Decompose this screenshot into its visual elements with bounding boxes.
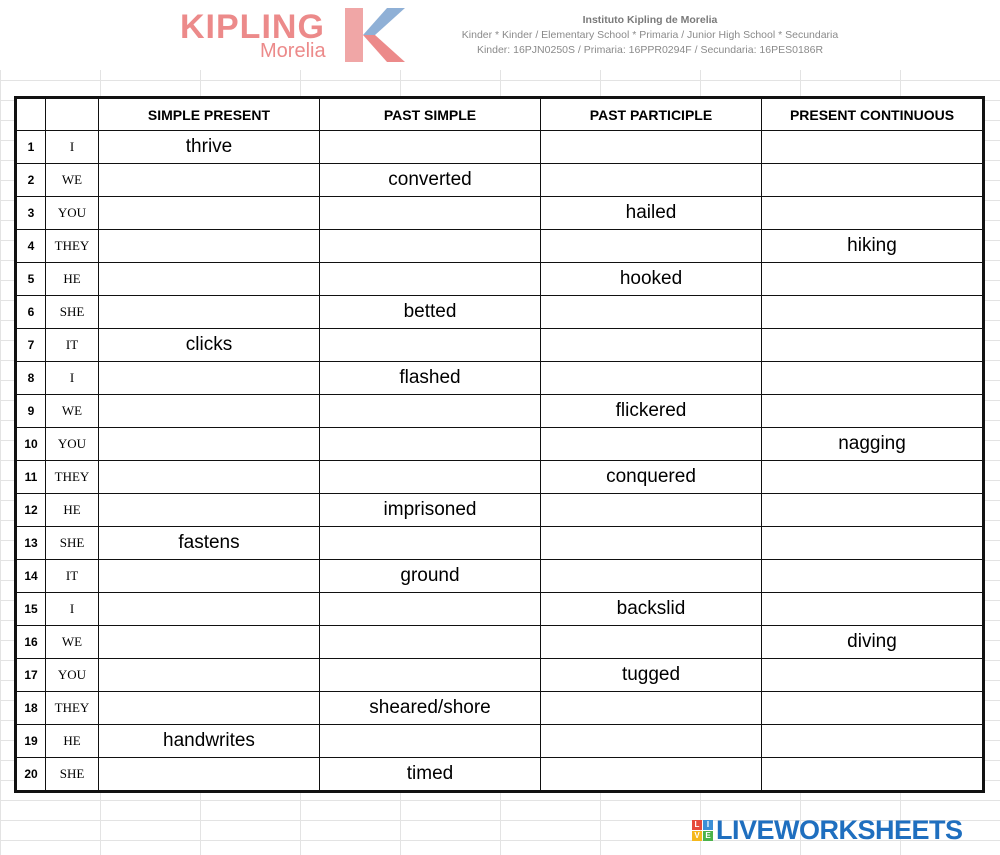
pronoun-cell: YOU	[46, 659, 99, 692]
pronoun-cell: WE	[46, 164, 99, 197]
institute-name: Instituto Kipling de Morelia	[582, 14, 718, 26]
row-number: 20	[16, 758, 46, 792]
past-participle-cell: flickered	[541, 395, 762, 428]
simple-present-cell: fastens	[99, 527, 320, 560]
simple-present-cell	[99, 494, 320, 527]
row-number: 13	[16, 527, 46, 560]
simple-present-cell	[99, 560, 320, 593]
past-simple-cell: sheared/shore	[320, 692, 541, 725]
past-simple-cell	[320, 461, 541, 494]
table-row	[16, 329, 984, 362]
past-participle-cell: conquered	[541, 461, 762, 494]
past-participle-cell	[541, 362, 762, 395]
table-header-row	[16, 98, 984, 131]
past-simple-cell	[320, 725, 541, 758]
present-continuous-cell	[762, 527, 984, 560]
icon-letter: L	[692, 820, 702, 830]
row-number: 5	[16, 263, 46, 296]
header-pronoun	[46, 98, 99, 131]
school-codes: Kinder: 16PJN0250S / Primaria: 16PPR0294F / Secundaria: 16PES0186R	[476, 44, 824, 56]
header-past-participle: PAST PARTICIPLE	[541, 98, 762, 131]
row-number: 11	[16, 461, 46, 494]
row-number: 14	[16, 560, 46, 593]
past-simple-cell	[320, 659, 541, 692]
past-participle-cell: hailed	[541, 197, 762, 230]
present-continuous-cell	[762, 329, 984, 362]
past-simple-cell	[320, 428, 541, 461]
pronoun-cell: I	[46, 131, 99, 164]
past-participle-cell: backslid	[541, 593, 762, 626]
past-simple-cell	[320, 197, 541, 230]
simple-present-cell: thrive	[99, 131, 320, 164]
past-participle-cell: hooked	[541, 263, 762, 296]
past-participle-cell	[541, 626, 762, 659]
row-number: 12	[16, 494, 46, 527]
verb-tense-table	[14, 96, 985, 793]
past-participle-cell	[541, 329, 762, 362]
past-participle-cell	[541, 494, 762, 527]
past-simple-cell	[320, 263, 541, 296]
liveworksheets-brand	[692, 814, 963, 846]
pronoun-cell: HE	[46, 263, 99, 296]
present-continuous-cell	[762, 593, 984, 626]
simple-present-cell	[99, 659, 320, 692]
past-participle-cell	[541, 560, 762, 593]
simple-present-cell	[99, 296, 320, 329]
table-row	[16, 692, 984, 725]
table-row	[16, 527, 984, 560]
liveworksheets-icon	[692, 820, 713, 841]
logo-word: KIPLING	[180, 8, 325, 46]
row-number: 9	[16, 395, 46, 428]
row-number: 10	[16, 428, 46, 461]
simple-present-cell	[99, 395, 320, 428]
pronoun-cell: IT	[46, 560, 99, 593]
pronoun-cell: THEY	[46, 461, 99, 494]
header-number	[16, 98, 46, 131]
pronoun-cell: THEY	[46, 230, 99, 263]
past-participle-cell	[541, 164, 762, 197]
row-number: 4	[16, 230, 46, 263]
table-row	[16, 758, 984, 792]
past-simple-cell: converted	[320, 164, 541, 197]
row-number: 16	[16, 626, 46, 659]
past-simple-cell	[320, 329, 541, 362]
table-row	[16, 725, 984, 758]
table-row	[16, 659, 984, 692]
pronoun-cell: SHE	[46, 527, 99, 560]
present-continuous-cell	[762, 362, 984, 395]
present-continuous-cell	[762, 494, 984, 527]
row-number: 18	[16, 692, 46, 725]
past-participle-cell	[541, 527, 762, 560]
present-continuous-cell	[762, 395, 984, 428]
table-row	[16, 263, 984, 296]
past-participle-cell	[541, 725, 762, 758]
k-logo-icon	[345, 8, 405, 62]
past-participle-cell	[541, 230, 762, 263]
simple-present-cell	[99, 593, 320, 626]
present-continuous-cell: diving	[762, 626, 984, 659]
past-simple-cell	[320, 593, 541, 626]
table-row	[16, 593, 984, 626]
simple-present-cell	[99, 692, 320, 725]
pronoun-cell: THEY	[46, 692, 99, 725]
present-continuous-cell	[762, 164, 984, 197]
row-number: 7	[16, 329, 46, 362]
simple-present-cell: clicks	[99, 329, 320, 362]
present-continuous-cell	[762, 758, 984, 792]
pronoun-cell: HE	[46, 725, 99, 758]
table-row	[16, 461, 984, 494]
pronoun-cell: YOU	[46, 197, 99, 230]
past-simple-cell: imprisoned	[320, 494, 541, 527]
row-number: 8	[16, 362, 46, 395]
past-participle-cell	[541, 758, 762, 792]
pronoun-cell: HE	[46, 494, 99, 527]
simple-present-cell	[99, 263, 320, 296]
past-participle-cell	[541, 131, 762, 164]
table-row	[16, 428, 984, 461]
past-simple-cell: ground	[320, 560, 541, 593]
header-present-continuous: PRESENT CONTINUOUS	[762, 98, 984, 131]
simple-present-cell	[99, 164, 320, 197]
institute-info	[420, 13, 880, 58]
present-continuous-cell	[762, 197, 984, 230]
header-past-simple: PAST SIMPLE	[320, 98, 541, 131]
pronoun-cell: WE	[46, 395, 99, 428]
past-simple-cell: flashed	[320, 362, 541, 395]
past-participle-cell: tugged	[541, 659, 762, 692]
table-row	[16, 626, 984, 659]
simple-present-cell	[99, 758, 320, 792]
present-continuous-cell	[762, 692, 984, 725]
simple-present-cell	[99, 428, 320, 461]
pronoun-cell: YOU	[46, 428, 99, 461]
present-continuous-cell	[762, 296, 984, 329]
past-simple-cell	[320, 626, 541, 659]
present-continuous-cell	[762, 725, 984, 758]
past-participle-cell	[541, 296, 762, 329]
icon-letter: V	[692, 831, 702, 841]
past-simple-cell	[320, 527, 541, 560]
worksheet-header	[0, 0, 1000, 70]
past-simple-cell	[320, 230, 541, 263]
pronoun-cell: SHE	[46, 296, 99, 329]
row-number: 2	[16, 164, 46, 197]
present-continuous-cell	[762, 263, 984, 296]
table-row	[16, 560, 984, 593]
simple-present-cell	[99, 230, 320, 263]
row-number: 17	[16, 659, 46, 692]
table-row	[16, 131, 984, 164]
school-levels: Kinder * Kinder / Elementary School * Primaria / Junior High School * Secundaria	[461, 29, 839, 41]
present-continuous-cell	[762, 461, 984, 494]
past-simple-cell	[320, 131, 541, 164]
simple-present-cell	[99, 197, 320, 230]
row-number: 15	[16, 593, 46, 626]
row-number: 1	[16, 131, 46, 164]
simple-present-cell: handwrites	[99, 725, 320, 758]
row-number: 19	[16, 725, 46, 758]
table-row	[16, 296, 984, 329]
present-continuous-cell: nagging	[762, 428, 984, 461]
header-simple-present: SIMPLE PRESENT	[99, 98, 320, 131]
pronoun-cell: I	[46, 593, 99, 626]
icon-letter: I	[703, 820, 713, 830]
past-participle-cell	[541, 692, 762, 725]
simple-present-cell	[99, 626, 320, 659]
simple-present-cell	[99, 461, 320, 494]
pronoun-cell: I	[46, 362, 99, 395]
table-row	[16, 395, 984, 428]
table-row	[16, 362, 984, 395]
logo-city: Morelia	[260, 40, 326, 62]
brand-name: LIVEWORKSHEETS	[716, 814, 963, 845]
school-logo	[180, 6, 410, 64]
past-participle-cell	[541, 428, 762, 461]
past-simple-cell	[320, 395, 541, 428]
table-row	[16, 494, 984, 527]
pronoun-cell: WE	[46, 626, 99, 659]
table-row	[16, 230, 984, 263]
pronoun-cell: SHE	[46, 758, 99, 792]
table-row	[16, 197, 984, 230]
present-continuous-cell	[762, 560, 984, 593]
simple-present-cell	[99, 362, 320, 395]
table-row	[16, 164, 984, 197]
present-continuous-cell	[762, 131, 984, 164]
past-simple-cell: betted	[320, 296, 541, 329]
row-number: 3	[16, 197, 46, 230]
icon-letter: E	[703, 831, 713, 841]
present-continuous-cell	[762, 659, 984, 692]
pronoun-cell: IT	[46, 329, 99, 362]
present-continuous-cell: hiking	[762, 230, 984, 263]
past-simple-cell: timed	[320, 758, 541, 792]
row-number: 6	[16, 296, 46, 329]
